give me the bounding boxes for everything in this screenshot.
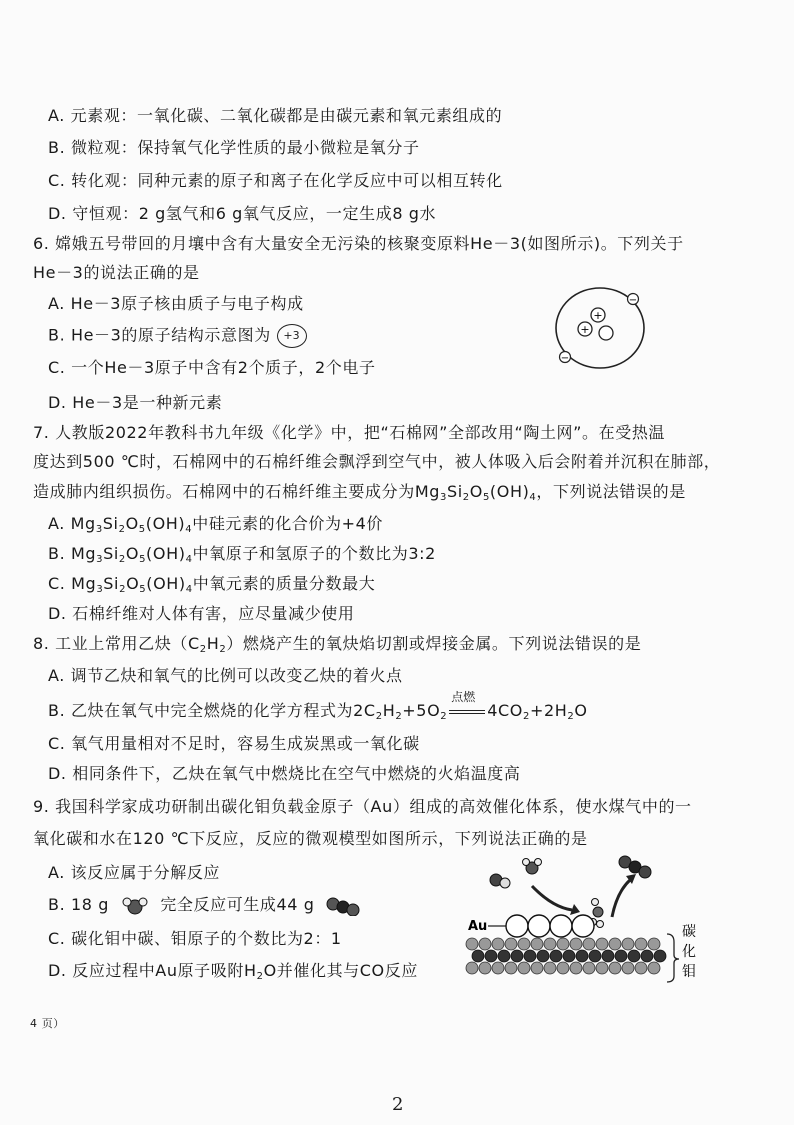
q8-option-d: D. 相同条件下，乙炔在氧气中燃烧比在空气中燃烧的火焰温度高 xyxy=(48,764,521,783)
q7-stem-line3 xyxy=(33,481,686,503)
q9-stem-line2: 氧化碳和水在120 ℃下反应，反应的微观模型如图所示，下列说法正确的是 xyxy=(33,829,588,848)
q7-stem-text: ，下列说法错误的是 xyxy=(536,482,686,501)
release-arrow xyxy=(612,880,630,917)
au-label: Au xyxy=(468,919,488,934)
he3-atom-figure xyxy=(550,282,650,372)
q8-option-a: A. 调节乙炔和氧气的比例可以改变乙炔的着火点 xyxy=(48,666,403,685)
bracket xyxy=(667,934,679,982)
electron-sign: − xyxy=(628,295,638,306)
q7-option-d: D. 石棉纤维对人体有害，应尽量减少使用 xyxy=(48,604,355,623)
q6-stem-line2: He－3的说法正确的是 xyxy=(33,263,200,282)
mo2c-label-3: 钼 xyxy=(682,964,696,980)
q9-option-d: D. 反应过程中Au原子吸附$H_2O$并催化其与CO反应 xyxy=(48,961,418,982)
mo2c-label-2: 化 xyxy=(682,944,696,960)
q7-stem-text: 造成肺内组织损伤。石棉网中的石棉纤维主要成分为 xyxy=(33,482,415,501)
mo2c-label-1: 碳 xyxy=(682,924,696,940)
q6-option-c: C. 一个He－3原子中含有2个质子，2个电子 xyxy=(48,358,376,377)
q5-option-c: C. 转化观：同种元素的原子和离子在化学反应中可以相互转化 xyxy=(48,171,503,190)
q5-option-b: B. 微粒观：保持氧气化学性质的最小微粒是氧分子 xyxy=(48,138,420,157)
q7-stem-line2: 度达到500 ℃时，石棉网中的石棉纤维会飘浮到空气中，被人体吸入后会附着并沉积在肺部， xyxy=(33,452,721,471)
q7-option-a: A. $Mg_3Si_2O_5(OH)_4$中硅元素的化合价为+4价 xyxy=(48,514,384,535)
proton-sign: + xyxy=(593,309,603,322)
q6-option-a: A. He－3原子核由质子与电子构成 xyxy=(48,294,304,313)
q8-option-b: B. 乙炔在氧气中完全燃烧的化学方程式为$2C_2H_2+5O_2$ 点燃 $4CO_2+2H_2O$ xyxy=(48,700,588,722)
q8-option-c: C. 氧气用量相对不足时，容易生成炭黑或一氧化碳 xyxy=(48,734,420,753)
q5-option-d: D. 守恒观：2 g氢气和6 g氧气反应，一定生成8 g水 xyxy=(48,204,437,223)
q7-option-b: B. $Mg_3Si_2O_5(OH)_4$中氧原子和氢原子的个数比为3:2 xyxy=(48,544,436,565)
q6-stem-line1: 6. 嫦娥五号带回的月壤中含有大量安全无污染的核聚变原料He－3(如图所示)。下列关于 xyxy=(33,234,684,253)
catalysis-micro-model-figure xyxy=(462,852,702,987)
q6-option-d: D. He－3是一种新元素 xyxy=(48,393,223,412)
page-number: 2 xyxy=(392,1094,405,1115)
au-atoms xyxy=(506,915,594,937)
co-molecule-icon xyxy=(490,874,510,888)
chemical-equation: $2C_2H_2+5O_2$ 点燃 $4CO_2+2H_2O$ xyxy=(353,701,587,720)
neutron-icon xyxy=(599,326,613,340)
atomic-structure-figure: +3 xyxy=(277,324,307,348)
footer-page-total: 4 页） xyxy=(30,1017,65,1030)
q8-stem: 8. 工业上常用乙炔$(C_2H_2)$燃烧产生的氧炔焰切割或焊接金属。下列说法错误的是 xyxy=(33,634,642,655)
q9-stem-line1: 9. 我国科学家成功研制出碳化钼负载金原子（Au）组成的高效催化体系，使水煤气中的一 xyxy=(33,797,692,816)
q6-option-b xyxy=(48,324,307,348)
asbestos-formula: $Mg_3Si_2O_5(OH)_4$ xyxy=(414,482,537,503)
water-molecule-icon xyxy=(523,859,542,875)
q9-option-c: C. 碳化钼中碳、钼原子的个数比为2：1 xyxy=(48,929,342,948)
proton-sign: + xyxy=(580,323,590,336)
co2-molecule-icon xyxy=(326,896,360,916)
q7-option-c: C. $Mg_3Si_2O_5(OH)_4$中氧元素的质量分数最大 xyxy=(48,574,376,595)
reaction-condition: 点燃 xyxy=(451,690,476,704)
q9-option-a: A. 该反应属于分解反应 xyxy=(48,863,221,882)
q7-stem-line1: 7. 人教版2022年教科书九年级《化学》中，把“石棉网”全部改用“陶土网”。在受热温 xyxy=(33,423,666,442)
water-molecule-icon xyxy=(121,896,149,916)
electron-sign: − xyxy=(560,353,570,364)
q5-option-a: A. 元素观：一氧化碳、二氧化碳都是由碳元素和氧元素组成的 xyxy=(48,106,503,125)
adsorb-arrow xyxy=(532,886,572,910)
q6-option-b-text: B. He－3的原子结构示意图为 xyxy=(48,325,271,345)
mo2c-support xyxy=(466,938,666,974)
q9-option-b: B. 18 g 完全反应可生成44 g xyxy=(48,894,366,916)
